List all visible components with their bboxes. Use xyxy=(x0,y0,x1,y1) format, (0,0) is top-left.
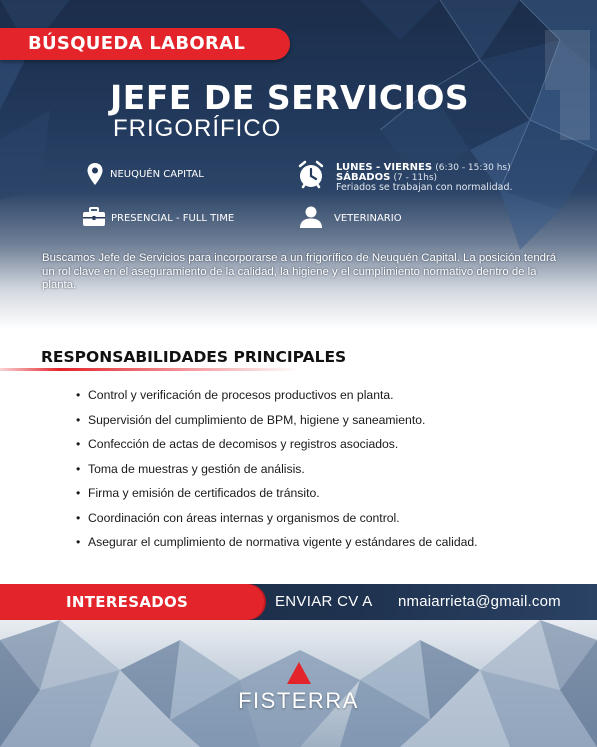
location-pin-icon xyxy=(86,162,104,190)
schedule-note: Feriados se trabajan con normalidad. xyxy=(336,182,513,193)
contact-email-link[interactable]: nmaiarrieta@gmail.com xyxy=(398,593,561,610)
schedule-weekdays-hours: (6:30 - 15:30 hs) xyxy=(435,163,511,173)
list-item: • Toma de muestras y gestión de análisis. xyxy=(76,460,478,485)
section-underline xyxy=(0,368,300,371)
job-search-banner xyxy=(0,28,290,60)
person-icon xyxy=(299,205,323,233)
responsibilities-list xyxy=(76,386,478,558)
profession-text: VETERINARIO xyxy=(334,213,402,224)
triangle-logo-icon xyxy=(287,662,311,684)
location-text: NEUQUÉN CAPITAL xyxy=(110,169,204,180)
list-item: • Control y verificación de procesos productivos en planta. xyxy=(76,386,478,411)
list-item: • Supervisión del cumplimiento de BPM, higiene y saneamiento. xyxy=(76,411,478,436)
send-cv-label: ENVIAR CV A xyxy=(275,593,373,610)
clock-icon xyxy=(296,160,326,194)
schedule-saturday-hours: (7 - 11hs) xyxy=(393,173,438,183)
list-item: • Firma y emisión de certificados de tránsito. xyxy=(76,484,478,509)
interested-label: INTERESADOS xyxy=(66,593,189,611)
schedule-saturday-label: SÁBADOS xyxy=(336,172,391,183)
responsibilities-title: RESPONSABILIDADES PRINCIPALES xyxy=(41,348,347,366)
intro-paragraph: Buscamos Jefe de Servicios para incorporarse a un frigorífico de Neuquén Capital. La posición tendrá un rol clave en el aseguramiento de la calidad, la higiene y el cumplimiento normativo dentro de la planta. xyxy=(42,252,557,291)
schedule-weekdays-label: LUNES - VIERNES xyxy=(336,162,433,173)
briefcase-icon xyxy=(82,207,106,231)
job-search-label: BÚSQUEDA LABORAL xyxy=(28,33,246,54)
job-subtitle: FRIGORÍFICO xyxy=(113,115,282,142)
list-item: • Asegurar el cumplimiento de normativa vigente y estándares de calidad. xyxy=(76,533,478,558)
hero-section xyxy=(0,0,597,330)
brand-name: FISTERRA xyxy=(238,688,359,713)
job-title: JEFE DE SERVICIOS xyxy=(110,78,470,117)
list-item: • Coordinación con áreas internas y organismos de control. xyxy=(76,509,478,534)
list-item: • Confección de actas de decomisos y registros asociados. xyxy=(76,435,478,460)
modality-text: PRESENCIAL - FULL TIME xyxy=(111,213,235,224)
